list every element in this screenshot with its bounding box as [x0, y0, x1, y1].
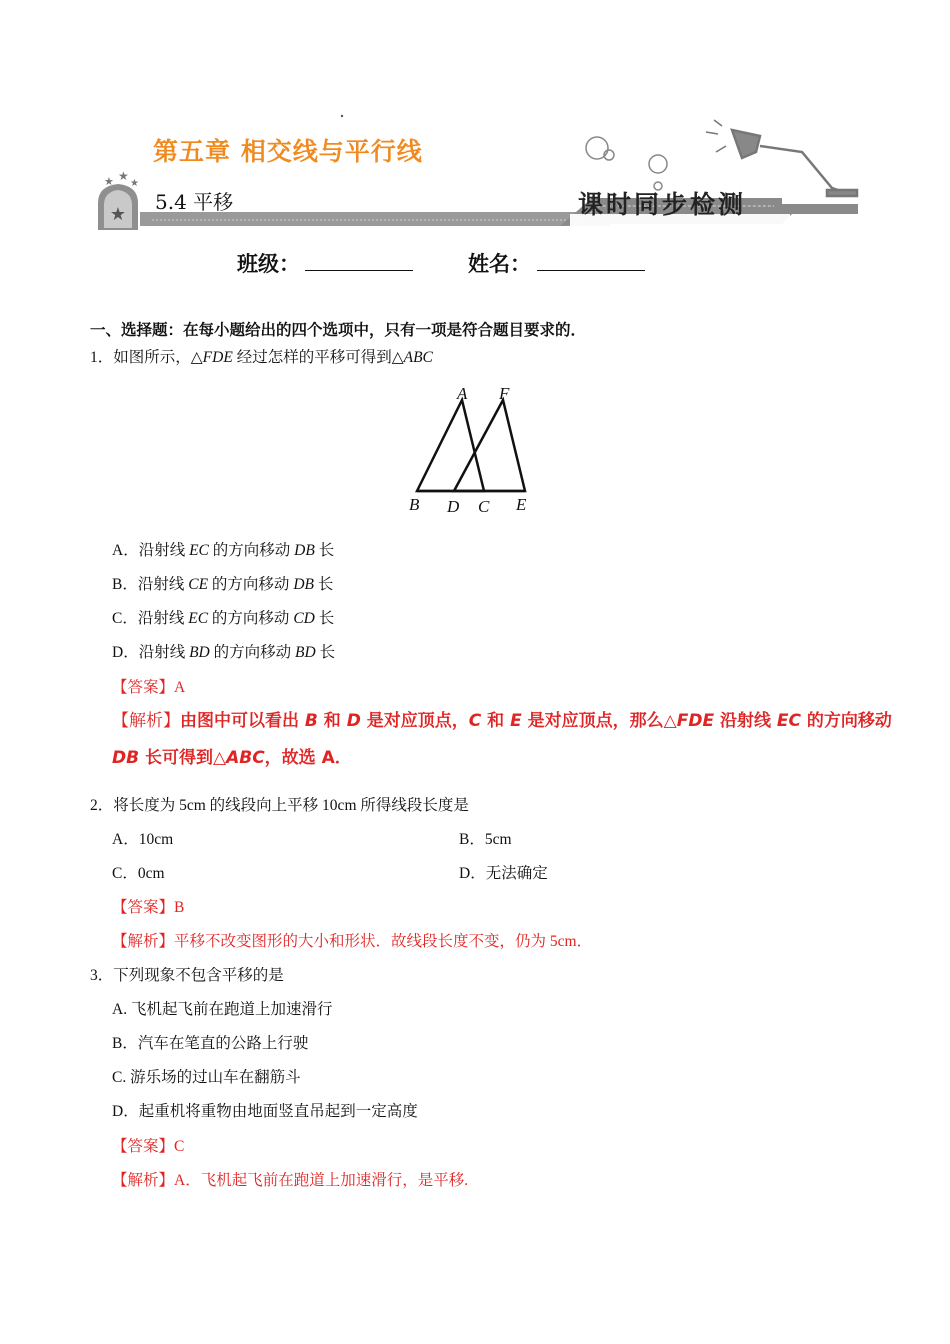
sync-test-label: 课时同步检测 [578, 190, 747, 219]
label-f: F [499, 384, 510, 403]
star-badge-icon [98, 184, 138, 230]
q3-option-d[interactable]: D．起重机将重物由地面竖直吊起到一定高度 [112, 1103, 418, 1120]
section-title: 5.4 平移 [155, 190, 234, 214]
q1-stem: 1．如图所示，△FDE 经过怎样的平移可得到△ABC [90, 349, 433, 366]
class-blank[interactable] [305, 270, 413, 271]
q2-answer: 【答案】B [112, 899, 185, 916]
class-label: 班级： [237, 251, 300, 276]
label-e: E [516, 495, 527, 514]
q1-option-b[interactable]: B．沿射线 CE 的方向移动 DB 长 [112, 576, 334, 593]
name-field [468, 248, 531, 278]
q2-analysis: 【解析】平移不改变图形的大小和形状．故线段长度不变，仍为 5cm． [112, 933, 593, 950]
name-label: 姓名： [468, 251, 531, 276]
q1-analysis-line2: DB 长可得到△ABC，故选 A． [112, 748, 352, 768]
q2-option-c[interactable]: C．0cm [112, 865, 165, 882]
q3-option-a[interactable]: A. 飞机起飞前在跑道上加速滑行 [112, 1001, 333, 1018]
name-blank[interactable] [537, 270, 645, 271]
svg-text:★: ★ [130, 178, 139, 189]
svg-text:★: ★ [104, 176, 114, 188]
q3-answer: 【答案】C [112, 1138, 185, 1155]
q3-option-c[interactable]: C. 游乐场的过山车在翻筋斗 [112, 1069, 301, 1086]
q3-option-b[interactable]: B．汽车在笔直的公路上行驶 [112, 1035, 309, 1052]
q3-analysis: 【解析】A．飞机起飞前在跑道上加速滑行，是平移. [112, 1172, 469, 1189]
q1-option-d[interactable]: D．沿射线 BD 的方向移动 BD 长 [112, 644, 336, 661]
label-a: A [457, 384, 468, 403]
q2-stem: 2．将长度为 5cm 的线段向上平移 10cm 所得线段长度是 [90, 797, 469, 814]
q3-stem: 3．下列现象不包含平移的是 [90, 967, 284, 984]
triangle-abc [417, 400, 484, 491]
part1-heading: 一、选择题：在每小题给出的四个选项中，只有一项是符合题目要求的． [90, 321, 587, 339]
q1-option-c[interactable]: C．沿射线 EC 的方向移动 CD 长 [112, 610, 335, 627]
chapter-title: 第五章 相交线与平行线 [153, 137, 423, 166]
svg-text:★: ★ [118, 169, 129, 183]
q2-option-a[interactable]: A．10cm [112, 831, 174, 848]
label-d: D [447, 497, 460, 516]
q1-answer: 【答案】A [112, 679, 186, 696]
label-b: B [409, 495, 420, 514]
q2-option-b[interactable]: B．5cm [459, 831, 512, 848]
class-field [237, 248, 300, 278]
banner-graphic [92, 108, 862, 238]
label-c: C [478, 497, 490, 516]
q1-figure [400, 380, 540, 520]
q1-option-a[interactable]: A．沿射线 EC 的方向移动 DB 长 [112, 542, 335, 559]
q2-option-d[interactable]: D．无法确定 [459, 865, 548, 882]
bubbles-icon [586, 137, 667, 190]
q1-analysis-line1: 【解析】由图中可以看出 B 和 D 是对应顶点，C 和 E 是对应顶点，那么△FDE 沿射线 EC 的方向移动 [112, 711, 892, 731]
svg-text:★: ★ [109, 204, 127, 224]
